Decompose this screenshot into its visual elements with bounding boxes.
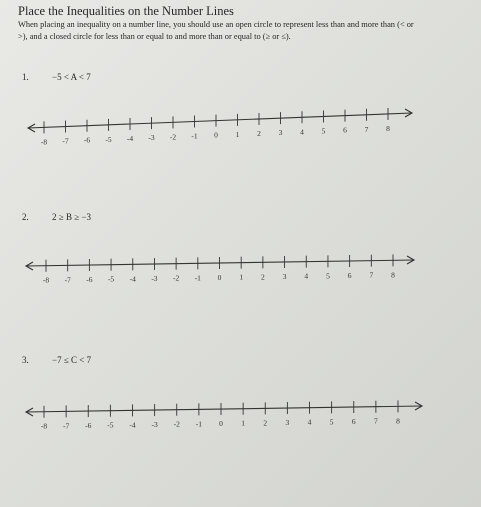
- tick-label: 1: [239, 272, 244, 282]
- tick-label: 1: [241, 418, 245, 428]
- tick-label: 8: [391, 270, 395, 280]
- tick-label: -1: [191, 131, 198, 141]
- tick-label: -7: [64, 275, 71, 285]
- number-line-2: [26, 254, 414, 284]
- tick-label: 1: [235, 129, 240, 139]
- tick-label: -4: [129, 274, 136, 284]
- tick-label: 0: [219, 419, 223, 429]
- axis-line: [28, 113, 412, 128]
- tick-label: -4: [126, 134, 134, 144]
- tick-label: -2: [173, 419, 180, 429]
- tick-label: -6: [85, 421, 92, 431]
- tick-label: -5: [105, 134, 112, 144]
- problem-number: 1.: [22, 72, 29, 82]
- tick-label: 6: [343, 125, 347, 135]
- tick-label: 5: [321, 126, 326, 136]
- tick-label: 3: [278, 128, 283, 138]
- tick-label: 0: [214, 130, 218, 140]
- tick-label: 7: [374, 416, 378, 426]
- number-line-3: [26, 400, 422, 430]
- tick-label: 8: [386, 123, 390, 133]
- problem-number: 3.: [22, 355, 29, 365]
- tick-label: 3: [285, 418, 290, 428]
- tick-label: -2: [169, 132, 177, 142]
- tick-label: -3: [151, 274, 158, 284]
- tick-label: -3: [151, 420, 158, 430]
- tick-label: -1: [194, 273, 201, 283]
- tick-label: -8: [42, 275, 50, 285]
- axis-line: [26, 406, 422, 412]
- tick-label: 3: [282, 272, 287, 282]
- instructions-text: When placing an inequality on a number line, you should use an open circle to represent less than and more than (< or >), and a closed circle for less than or equal to and more than or equal to (≥ or ≤).: [18, 20, 414, 41]
- tick-label: -7: [63, 421, 70, 431]
- tick-label: 7: [364, 124, 369, 134]
- problem-inequality: 2 ≥ B ≥ −3: [52, 212, 91, 222]
- tick-label: -6: [86, 275, 93, 285]
- tick-label: 5: [329, 417, 334, 427]
- number-line-1: [28, 108, 412, 146]
- tick-label: -8: [40, 137, 48, 147]
- tick-label: 2: [263, 418, 268, 428]
- tick-label: 6: [347, 270, 352, 280]
- axis-line: [26, 260, 414, 266]
- tick-label: 0: [217, 273, 222, 283]
- tick-label: 2: [261, 272, 265, 282]
- worksheet-title: Place the Inequalities on the Number Lines: [18, 4, 234, 18]
- tick-label: 4: [307, 417, 312, 427]
- tick-label: -5: [107, 420, 114, 430]
- tick-label: 4: [300, 127, 304, 137]
- tick-label: 2: [257, 128, 261, 138]
- tick-label: -8: [40, 421, 48, 431]
- tick-label: 6: [351, 417, 356, 427]
- tick-label: 7: [369, 270, 374, 280]
- tick-label: 5: [326, 271, 330, 281]
- problem-number: 2.: [22, 212, 29, 222]
- tick-label: -6: [83, 135, 91, 145]
- tick-label: -3: [148, 133, 155, 143]
- tick-label: 8: [396, 416, 400, 426]
- tick-label: 4: [304, 271, 309, 281]
- problem-inequality: −5 < A < 7: [52, 72, 91, 82]
- tick-label: -4: [129, 420, 136, 430]
- tick-label: -2: [173, 273, 180, 283]
- tick-label: -1: [195, 419, 202, 429]
- tick-label: -5: [107, 274, 115, 284]
- problem-inequality: −7 ≤ C < 7: [52, 355, 92, 365]
- tick-label: -7: [62, 136, 69, 146]
